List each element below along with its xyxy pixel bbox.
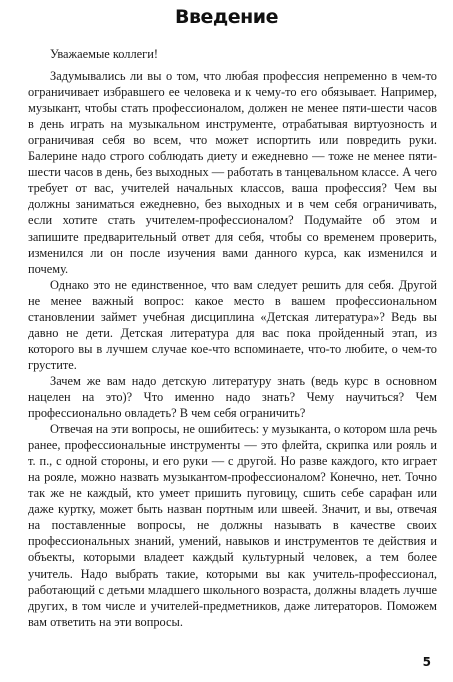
section-title: Введение: [175, 6, 278, 28]
paragraph-3: Зачем же вам надо детскую литературу знать (ведь курс в основном нацелен на это)? Что именно надо знать? Чему научиться? Чем профессионально овладеть? В чем себя ограничить?: [28, 373, 437, 421]
paragraph-1: Задумывались ли вы о том, что любая профессия непременно в чем-то ограничивает избравшего ее человека и к чему-то его обязывает. Например, музыкант, чтобы стать профессионалом, должен не менее пяти-шести часов в день играть на музыкальном инструменте, отрабатывая виртуозность и ограничивая себя во всем, что может испортить или повредить руки. Балерине надо строго соблюдать диету и ежедневно — тоже не менее пяти-шести часов в день, без выходных — работать в танцевальном классе. А чего требует от вас, учителей начальных классов, ваша профессия? Чем вы должны заниматься ежедневно, без выходных и в чем себя ограничивать, если хотите стать учителем-профессионалом? Подумайте об этом и запишите предварительный ответ для себя, чтобы со временем проверить, изменился ли он после изучения вами данного курса, как изменился и почему.: [28, 69, 437, 276]
paragraph-4: Отвечая на эти вопросы, не ошибитесь: у музыканта, о котором шла речь ранее, профессиональные инструменты — это флейта, скрипка или рояль и т. п., с одной стороны, и его руки — с другой. Но разве каждого, кто играет на рояле, можно назвать музыкантом-профессионалом? Конечно, нет. Точно так же не каждый, кто умеет пришить пуговицу, сшить себе сарафан или даже куртку, может быть назван портным или швеей. Значит, и вы, отвечая на поставленные вопросы, не должны называть в качестве своих профессиональных знаний, умений, навыков и инструментов те действия и объекты, которыми владеет каждый культурный человек, а тем более учитель. Надо выбрать такие, которыми вы как учитель-профессионал, работающий с детьми младшего школьного возраста, должны владеть лучше других, в том числе и учителей-предметников, даже литераторов. Поможем вам ответить на эти вопросы.: [28, 422, 437, 629]
greeting-paragraph: Уважаемые коллеги!: [50, 47, 159, 61]
page-number: 5: [422, 655, 431, 669]
body-text: [28, 46, 437, 630]
paragraph-2: Однако это не единственное, что вам следует решить для себя. Другой не менее важный вопрос: какое место в вашем профессиональном становлении займет учебная дисциплина «Детская литература»? Ведь вы давно не дети. Детская литература для вас пока пройденный этап, из которого вы в лучшем случае кое-что вспоминаете, что-то любите, о чем-то грустите.: [28, 277, 437, 372]
